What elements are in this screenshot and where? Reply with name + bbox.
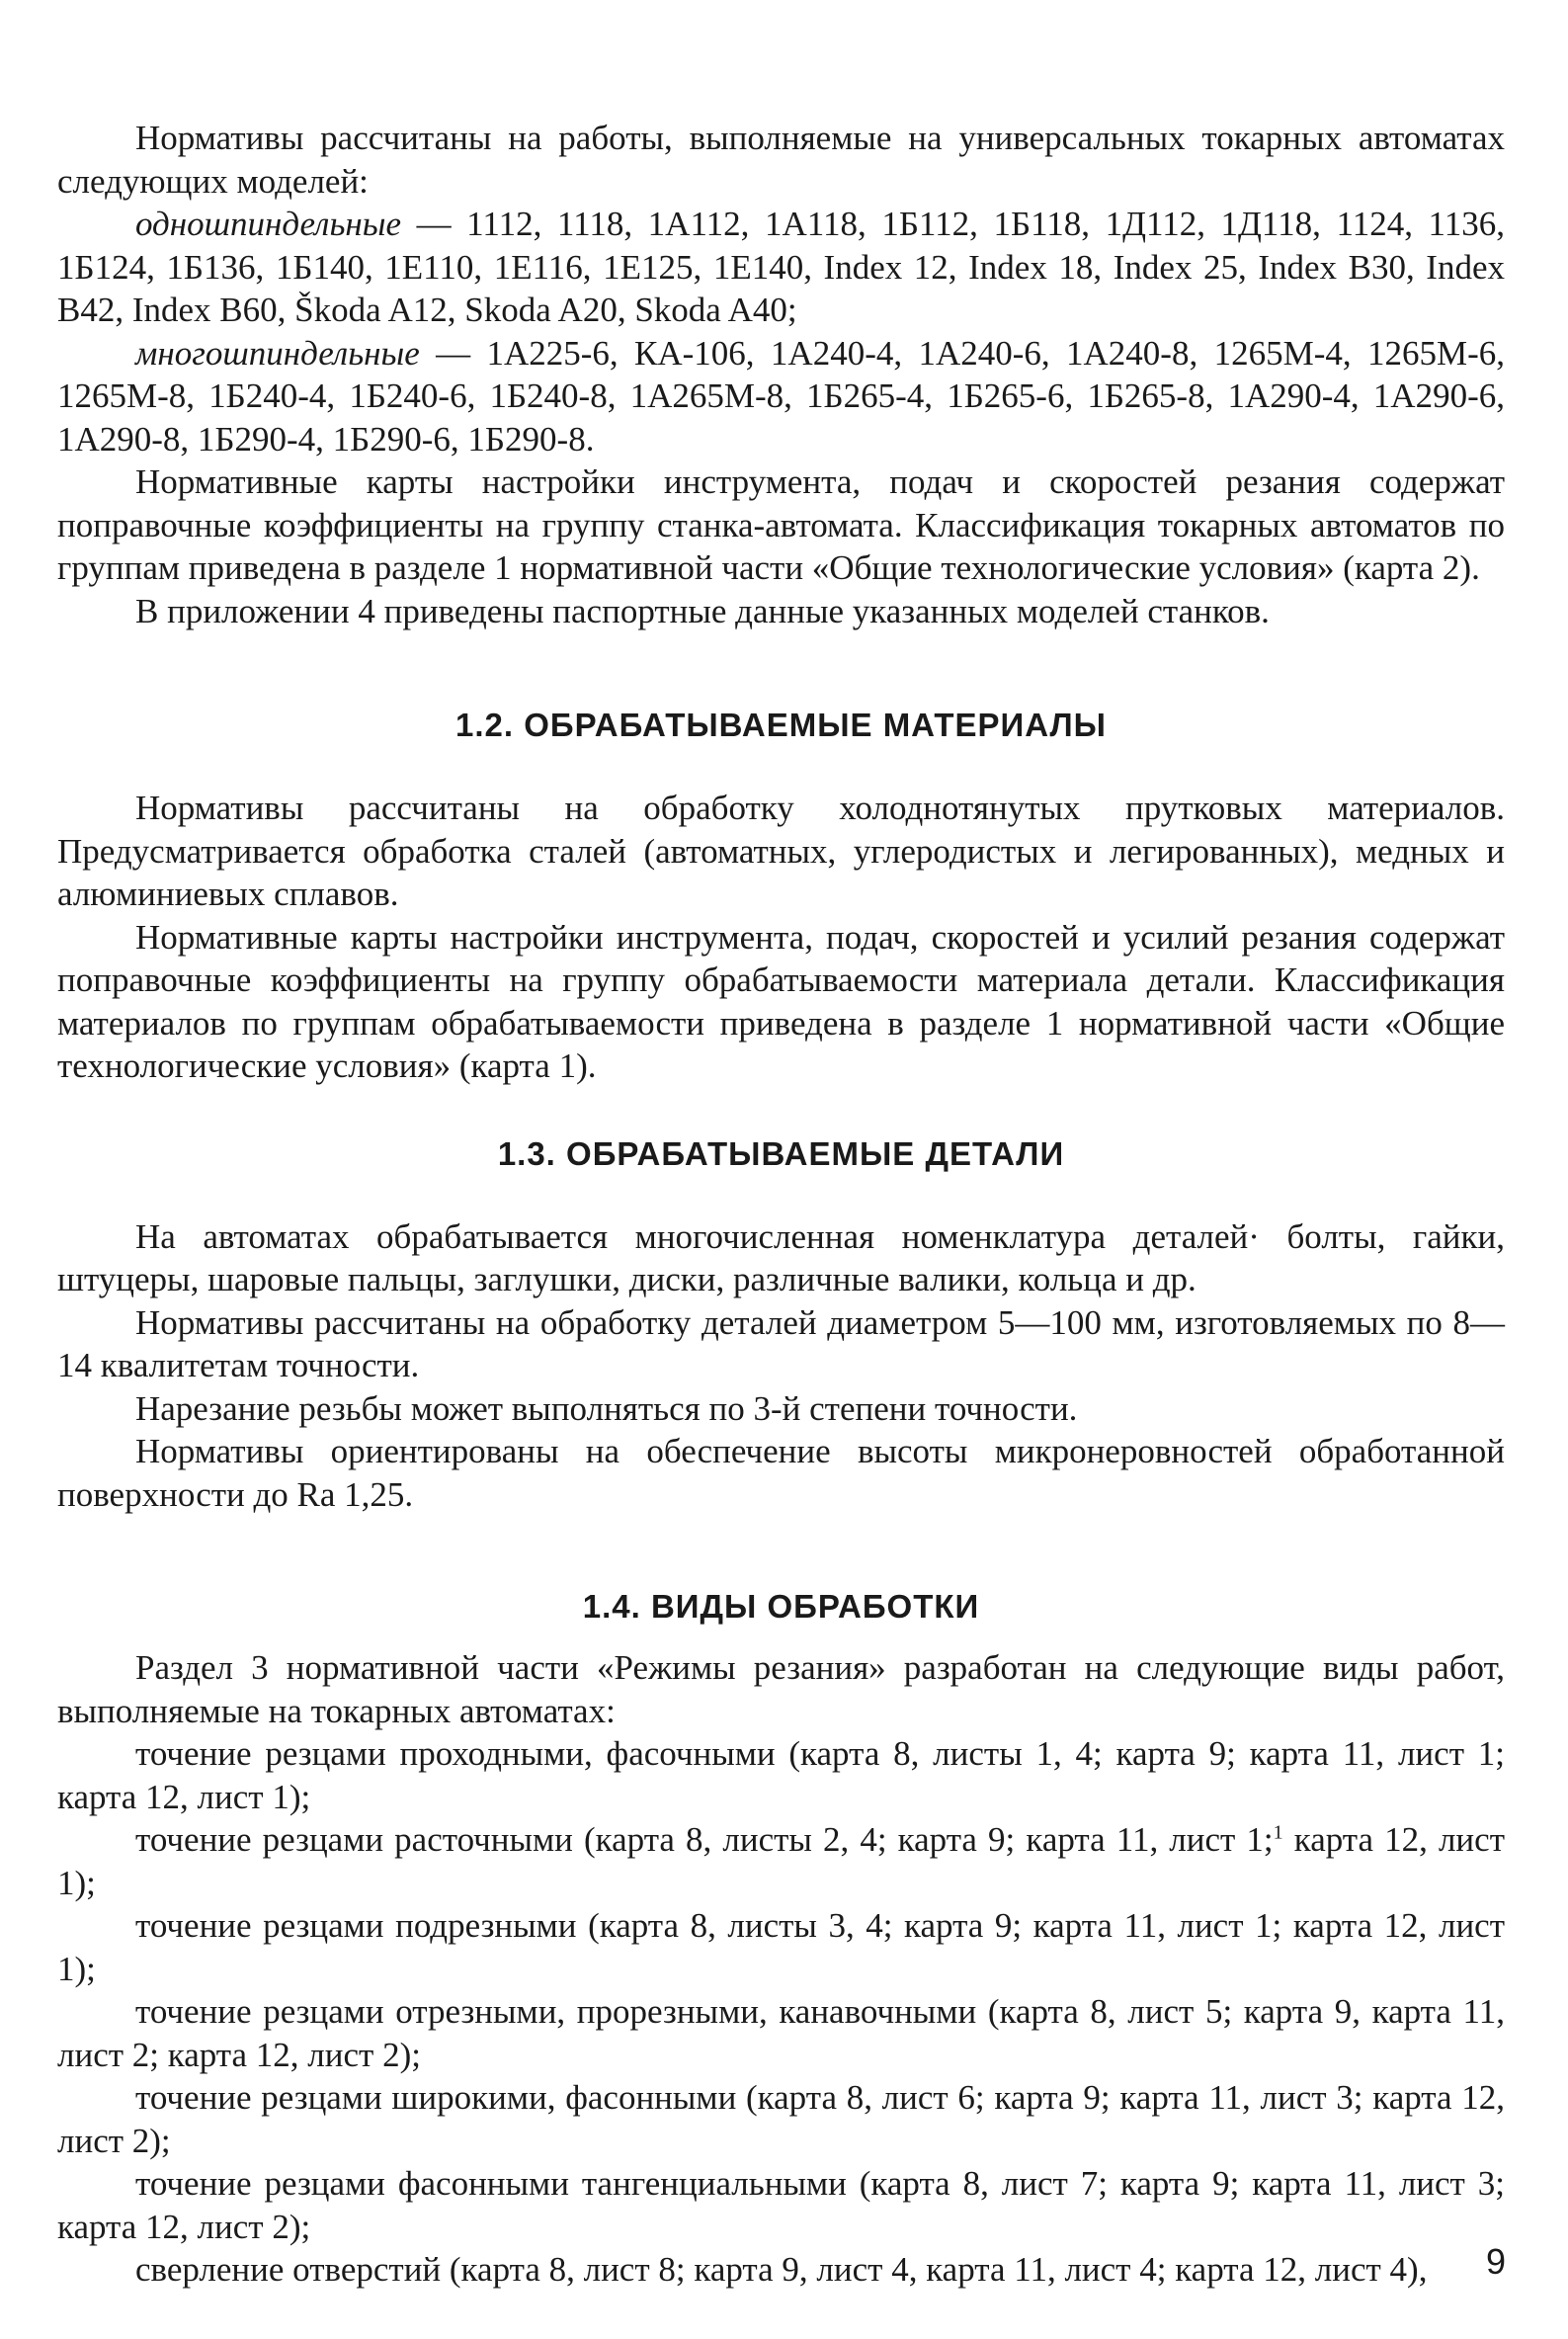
list-item: сверление отверстий (карта 8, лист 8; карта 9, лист 4, карта 11, лист 4; карта 12, лист 4), [135,2250,1428,2289]
paragraph: Раздел 3 нормативной части «Режимы резания» разработан на следующие виды работ, выполняемые на токарных автоматах: [57,1648,1505,1730]
paragraph: Нормативы рассчитаны на обработку холоднотянутых прутковых материалов. Предусматривается обработка сталей (автоматных, углеродистых и легированных), медных и алюминиевых сплавов. [57,789,1505,913]
paragraph: Нарезание резьбы может выполняться по 3-й степени точности. [135,1388,1078,1428]
term-label: одношпиндельные [135,205,401,243]
term-label: многошпиндельные [135,333,420,373]
paragraph: Нормативные карты настройки инструмента, подач, скоростей и усилий резания содержат поправочные коэффициенты на группу обрабатываемости материала детали. Классификация материалов по группам обрабатываемости приведена в разделе 1 нормативной части «Общие технологические условия» (карта 1). [57,917,1505,1085]
paragraph: Нормативы ориентированы на обеспечение высоты микронеровностей обработанной поверхности до Ra 1,25. [57,1432,1505,1514]
list-item: точение резцами фасонными тангенциальными (карта 8, лист 7; карта 9; карта 11, лист 3; карта 12, лист 2); [57,2164,1505,2246]
paragraph: Нормативные карты настройки инструмента, подач и скоростей резания содержат поправочные коэффициенты на группу станка-автомата. Классификация токарных автоматов по группам приведена в разделе 1 нормативной части «Общие технологические условия» (карта 2). [57,462,1505,587]
page-number: 9 [1485,2241,1506,2282]
section-heading-parts: 1.3. ОБРАБАТЫВАЕМЫЕ ДЕТАЛИ [497,1134,1065,1172]
paragraph: На автоматах обрабатывается многочисленная номенклатура деталей· болты, гайки, штуцеры, шаровые пальцы, заглушки, диски, различные валики, кольца и др. [57,1216,1505,1298]
section-heading-processing: 1.4. ВИДЫ ОБРАБОТКИ [582,1588,980,1625]
list-item-text: карта 12, лист 1); [57,1820,1505,1902]
list-item: точение резцами подрезными (карта 8, листы 3, 4; карта 9; карта 11, лист 1; карта 12, лист 1); [57,1906,1505,1988]
paragraph: Нормативы рассчитаны на работы, выполняемые на универсальных токарных автоматах следующих моделей: [57,119,1505,201]
section-heading-materials: 1.2. ОБРАБАТЫВАЕМЫЕ МАТЕРИАЛЫ [455,707,1107,743]
list-item [57,1818,1505,1904]
list-item: точение резцами широкими, фасонными (карта 8, лист 6; карта 9; карта 11, лист 3; карта 12, лист 2); [57,2078,1505,2160]
footnote-mark: 1 [1273,1821,1283,1844]
paragraph-single-spindle [57,203,1505,332]
document-page [57,117,1505,2292]
paragraph: В приложении 4 приведены паспортные данные указанных моделей станков. [135,591,1270,630]
paragraph-multi-spindle [57,332,1505,461]
paragraph: Нормативы рассчитаны на обработку деталей диаметром 5—100 мм, изготовляемых по 8—14 квалитетам точности. [57,1302,1505,1384]
list-item: точение резцами отрезными, прорезными, канавочными (карта 8, лист 5; карта 9, карта 11, лист 2; карта 12, лист 2); [57,1992,1505,2074]
model-list: — 1112, 1118, 1А112, 1А118, 1Б112, 1Б118, 1Д112, 1Д118, 1124, 1136, 1Б124, 1Б136, 1Б140, 1Е110, 1Е116, 1Е125, 1Е140, Index 12, Index 18, Index 25, Index B30, Index B42, Index B60, Škoda A12, Skoda A20, Skoda A40; [57,205,1505,329]
list-item-text: точение резцами расточными (карта 8, листы 2, 4; карта 9; карта 11, лист 1; [135,1820,1274,1859]
model-list: — 1А225-6, КА-106, 1А240-4, 1А240-6, 1А240-8, 1265М-4, 1265М-6, 1265М-8, 1Б240-4, 1Б240-6, 1Б240-8, 1А265М-8, 1Б265-4, 1Б265-6, 1Б265-8, 1А290-4, 1А290-6, 1А290-8, 1Б290-4, 1Б290-6, 1Б290-8. [57,333,1505,459]
list-item: точение резцами проходными, фасочными (карта 8, листы 1, 4; карта 9; карта 11, лист 1; карта 12, лист 1); [57,1734,1505,1816]
